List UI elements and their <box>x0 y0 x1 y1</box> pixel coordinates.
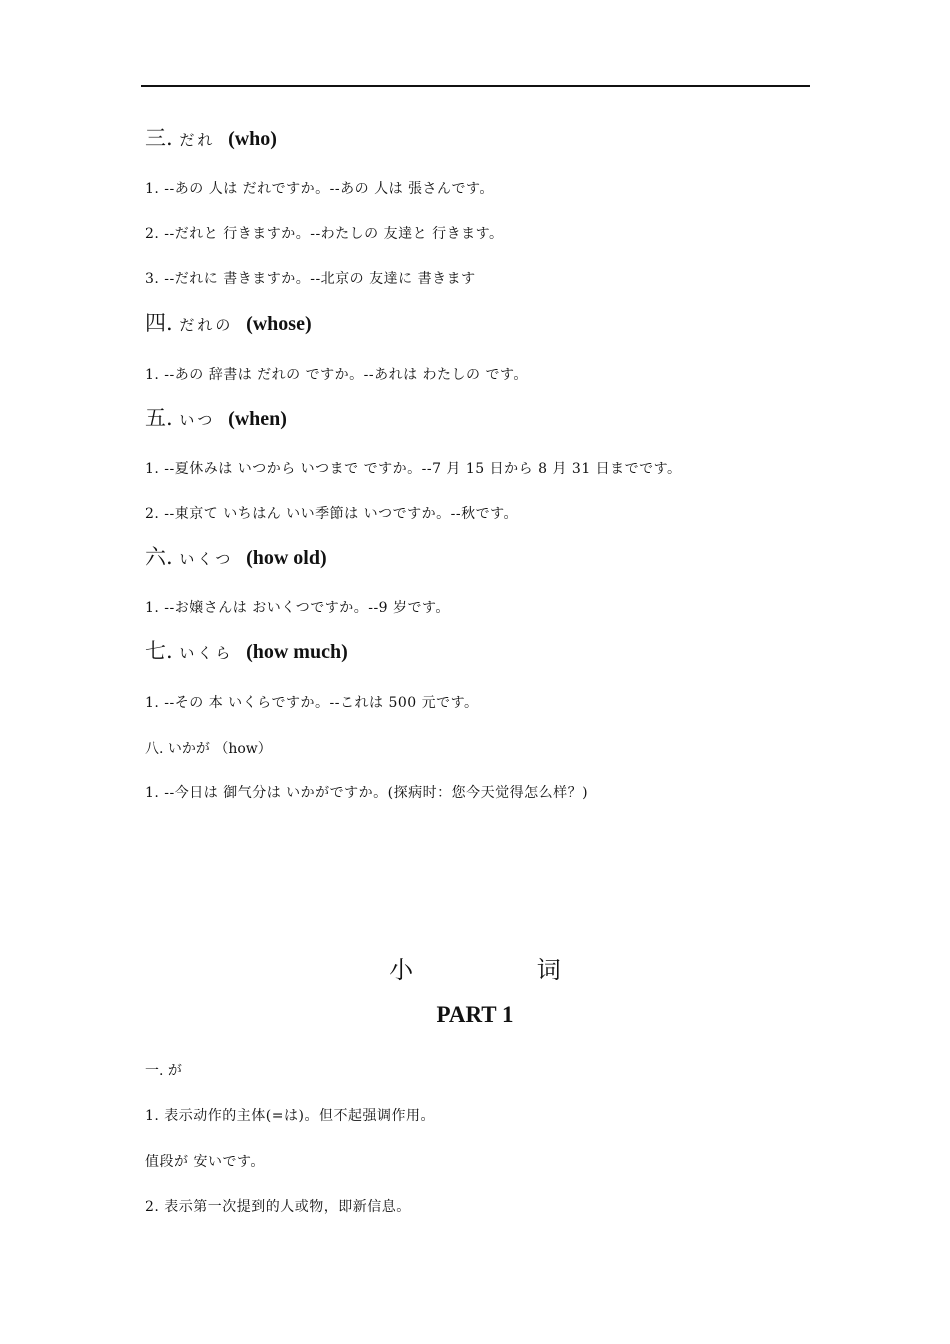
list-item: 1. --あの 辞書は だれの ですか。--あれは わたしの です。 <box>145 367 528 383</box>
section-heading-when: 五. いつ (when) <box>145 406 287 430</box>
list-item: 2. --だれと 行きますか。--わたしの 友達と 行きます。 <box>145 226 504 242</box>
list-item: 1. --あの 人は だれですか。--あの 人は 張さんです。 <box>145 181 494 197</box>
paragraph: 2. 表示第一次提到的人或物，即新信息。 <box>145 1199 411 1215</box>
part-title: PART 1 <box>436 1002 514 1027</box>
paragraph: 值段が 安いです。 <box>145 1154 265 1170</box>
list-item: 3. --だれに 書きますか。--北京の 友達に 書きます <box>145 271 476 287</box>
list-item: 1. --お嬢さんは おいくつですか。--9 岁です。 <box>145 600 450 616</box>
list-item: 2. --東京て いちはん いい季節は いつですか。--秋です。 <box>145 506 518 522</box>
list-item: 1. --夏休みは いつから いつまで ですか。--7 月 15 日から 8 月 31 日までです。 <box>145 461 682 477</box>
section-heading-how-much: 七. いくら (how much) <box>145 639 348 663</box>
section-heading-whose: 四. だれの (whose) <box>145 311 312 335</box>
header-rule <box>141 85 810 87</box>
section-heading-how-old: 六. いくつ (how old) <box>145 545 327 569</box>
section-heading-who: 三. だれ (who) <box>145 126 277 150</box>
section-heading-how: 八. いかが （how） <box>145 741 272 757</box>
part1-heading: 一. が <box>145 1063 182 1079</box>
chapter-title: 小 词 <box>389 956 619 984</box>
list-item: 1. --その 本 いくらですか。--これは 500 元です。 <box>145 695 479 711</box>
paragraph: 1. 表示动作的主体(=は)。但不起强调作用。 <box>145 1108 435 1124</box>
list-item: 1. --今日は 御气分は いかがですか。(探病时：您今天觉得怎么样？) <box>145 785 589 801</box>
